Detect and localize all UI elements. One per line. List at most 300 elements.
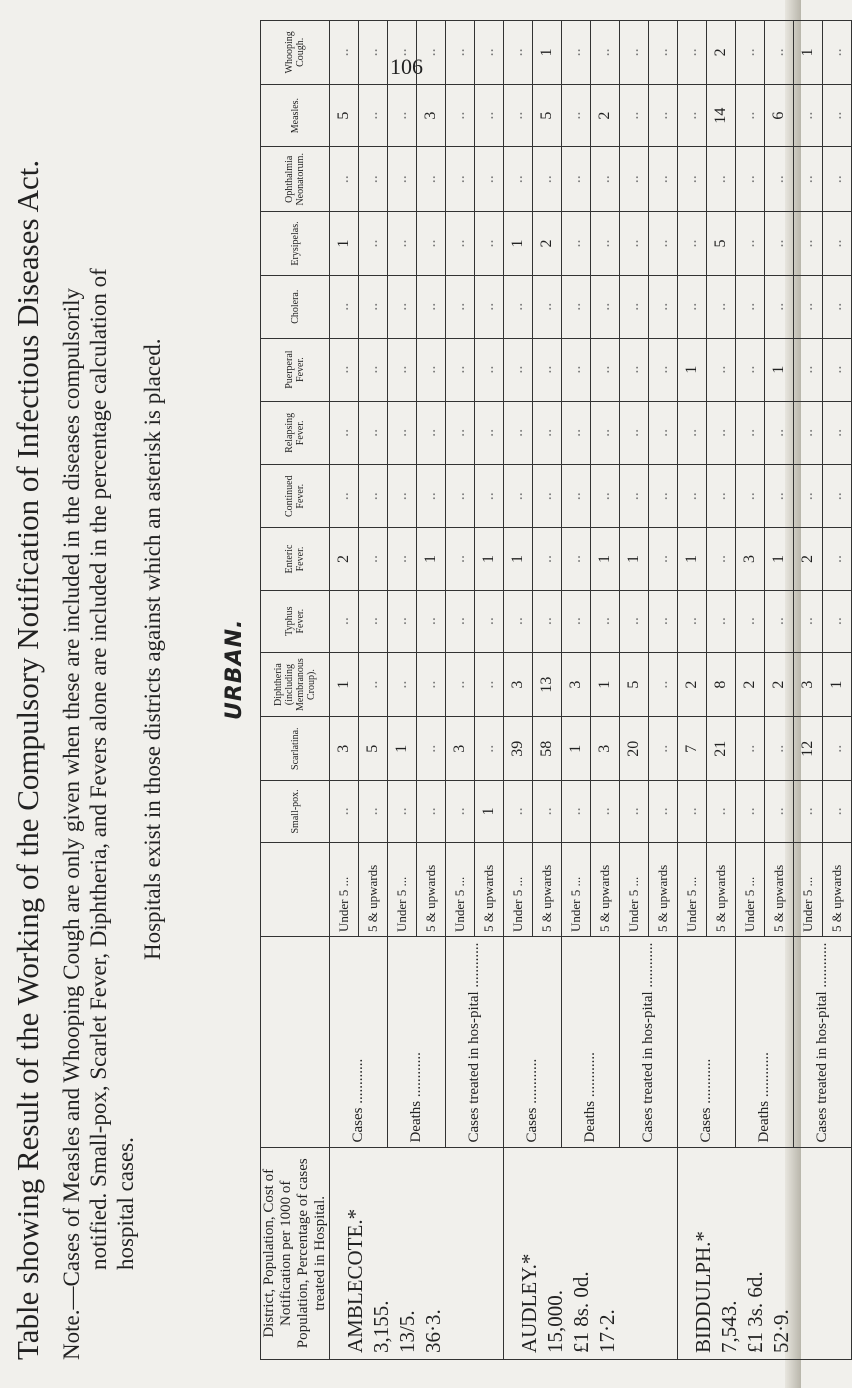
district-population: 15,000.	[543, 1290, 567, 1353]
header-district: District, Population, Cost of Notification per 1000 of Population, Percentage of cases treated in Hospital.	[261, 1147, 330, 1359]
value-cell: ..	[649, 147, 678, 212]
value-cell: ..	[562, 401, 591, 464]
value-cell: ..	[823, 590, 852, 652]
value-cell: 8	[707, 652, 736, 717]
value-cell: ..	[504, 147, 533, 212]
value-cell: ..	[765, 780, 794, 842]
value-cell: 3	[794, 652, 823, 717]
value-cell: ..	[736, 464, 765, 527]
note-line-4: Hospitals exist in those districts against which an asterisk is placed.	[140, 338, 165, 960]
value-cell: 2	[707, 21, 736, 85]
value-cell: ..	[765, 717, 794, 781]
value-cell: ..	[533, 147, 562, 212]
value-cell: ..	[562, 147, 591, 212]
value-cell: ..	[823, 212, 852, 276]
value-cell: ..	[794, 275, 823, 338]
value-cell: ..	[330, 338, 359, 401]
value-cell: ..	[475, 717, 504, 781]
value-cell: 1	[504, 528, 533, 590]
value-cell: 3	[446, 717, 475, 781]
value-cell: ..	[417, 338, 446, 401]
value-cell: ..	[417, 147, 446, 212]
district-name: AUDLEY.*	[517, 1253, 541, 1353]
table-body	[330, 21, 852, 1360]
district-cell	[504, 1147, 678, 1359]
value-cell: ..	[359, 652, 388, 717]
value-cell: 2	[794, 528, 823, 590]
value-cell: ..	[533, 528, 562, 590]
value-cell: ..	[794, 147, 823, 212]
value-cell: ..	[504, 275, 533, 338]
value-cell: ..	[330, 780, 359, 842]
value-cell: 7	[678, 717, 707, 781]
value-cell: ..	[707, 147, 736, 212]
value-cell: ..	[736, 212, 765, 276]
age-band: 5 & upwards	[591, 842, 620, 936]
value-cell: ..	[359, 21, 388, 85]
value-cell: ..	[475, 84, 504, 147]
value-cell: ..	[649, 464, 678, 527]
value-cell: ..	[446, 147, 475, 212]
value-cell: 5	[707, 212, 736, 276]
header-disease: Whooping Cough.	[261, 21, 330, 85]
district-name: BIDDULPH.*	[691, 1231, 715, 1353]
page-number: 106	[390, 54, 423, 79]
value-cell: ..	[504, 464, 533, 527]
value-cell: ..	[562, 780, 591, 842]
value-cell: 1	[678, 528, 707, 590]
value-cell: ..	[562, 528, 591, 590]
value-cell: ..	[620, 21, 649, 85]
value-cell: ..	[562, 590, 591, 652]
value-cell: 1	[330, 652, 359, 717]
value-cell: ..	[649, 780, 678, 842]
value-cell: 1	[533, 21, 562, 85]
value-cell: ..	[388, 780, 417, 842]
row-label: Cases ............	[504, 937, 562, 1148]
table-row	[330, 21, 359, 1360]
age-band: Under 5 ...	[504, 842, 533, 936]
header-disease: Scarlatina.	[261, 717, 330, 781]
value-cell: 2	[330, 528, 359, 590]
value-cell: ..	[823, 338, 852, 401]
value-cell: ..	[446, 21, 475, 85]
value-cell: ..	[591, 590, 620, 652]
value-cell: ..	[678, 590, 707, 652]
value-cell: 5	[620, 652, 649, 717]
value-cell: ..	[591, 212, 620, 276]
value-cell: ..	[417, 275, 446, 338]
value-cell: 1	[678, 338, 707, 401]
value-cell: ..	[678, 275, 707, 338]
value-cell: ..	[591, 780, 620, 842]
value-cell: ..	[620, 401, 649, 464]
value-cell: ..	[794, 401, 823, 464]
value-cell: 5	[359, 717, 388, 781]
header-age-blank	[261, 842, 330, 936]
header-disease: Enteric Fever.	[261, 528, 330, 590]
value-cell: ..	[533, 275, 562, 338]
age-band: 5 & upwards	[359, 842, 388, 936]
value-cell: ..	[620, 780, 649, 842]
row-label: Cases ............	[330, 937, 388, 1148]
value-cell: ..	[504, 780, 533, 842]
value-cell: 2	[765, 652, 794, 717]
value-cell: 58	[533, 717, 562, 781]
value-cell: ..	[620, 464, 649, 527]
value-cell: ..	[736, 401, 765, 464]
row-label: Cases ............	[678, 937, 736, 1148]
district-population: 3,155.	[369, 1300, 393, 1353]
value-cell: 3	[736, 528, 765, 590]
value-cell: ..	[504, 84, 533, 147]
value-cell: 1	[823, 652, 852, 717]
header-disease: Measles.	[261, 84, 330, 147]
value-cell: ..	[446, 212, 475, 276]
value-cell: ..	[533, 464, 562, 527]
value-cell: 1	[765, 528, 794, 590]
value-cell: ..	[707, 590, 736, 652]
value-cell: ..	[475, 21, 504, 85]
header-disease: Cholera.	[261, 275, 330, 338]
value-cell: ..	[446, 275, 475, 338]
value-cell: ..	[475, 590, 504, 652]
value-cell: ..	[330, 275, 359, 338]
value-cell: ..	[823, 780, 852, 842]
district-percent: 52·9.	[769, 1309, 793, 1353]
value-cell: ..	[649, 590, 678, 652]
value-cell: ..	[562, 21, 591, 85]
value-cell: ..	[678, 401, 707, 464]
value-cell: 39	[504, 717, 533, 781]
value-cell: ..	[475, 401, 504, 464]
value-cell: ..	[736, 147, 765, 212]
value-cell: ..	[794, 84, 823, 147]
value-cell: ..	[359, 338, 388, 401]
value-cell: ..	[707, 338, 736, 401]
value-cell: 2	[533, 212, 562, 276]
row-label: Deaths ............	[562, 937, 620, 1148]
value-cell: ..	[620, 147, 649, 212]
value-cell: ..	[417, 464, 446, 527]
age-band: Under 5 ...	[330, 842, 359, 936]
value-cell: 5	[533, 84, 562, 147]
value-cell: 1	[330, 212, 359, 276]
value-cell: 1	[794, 21, 823, 85]
value-cell: ..	[475, 652, 504, 717]
value-cell: ..	[765, 275, 794, 338]
value-cell: ..	[649, 212, 678, 276]
value-cell: ..	[504, 21, 533, 85]
value-cell: ..	[649, 528, 678, 590]
value-cell: ..	[562, 338, 591, 401]
value-cell: ..	[736, 590, 765, 652]
value-cell: ..	[736, 84, 765, 147]
value-cell: ..	[359, 147, 388, 212]
value-cell: 3	[562, 652, 591, 717]
value-cell: ..	[533, 401, 562, 464]
value-cell: 2	[591, 84, 620, 147]
table-title: Table showing Result of the Working of the Compulsory Notification of Infectious Diseases Act.	[10, 159, 45, 1360]
value-cell: ..	[388, 147, 417, 212]
value-cell: 1	[562, 717, 591, 781]
value-cell: ..	[504, 401, 533, 464]
header-row	[261, 21, 330, 1360]
header-label-blank	[261, 937, 330, 1148]
value-cell: 3	[417, 84, 446, 147]
value-cell: ..	[591, 401, 620, 464]
value-cell: ..	[678, 147, 707, 212]
value-cell: 1	[620, 528, 649, 590]
value-cell: ..	[649, 84, 678, 147]
value-cell: 2	[678, 652, 707, 717]
value-cell: ..	[359, 780, 388, 842]
age-band: Under 5 ...	[620, 842, 649, 936]
age-band: Under 5 ...	[736, 842, 765, 936]
value-cell: 14	[707, 84, 736, 147]
value-cell: ..	[678, 84, 707, 147]
value-cell: ..	[330, 147, 359, 212]
age-band: Under 5 ...	[794, 842, 823, 936]
value-cell: ..	[620, 84, 649, 147]
header-disease: Continued Fever.	[261, 464, 330, 527]
header-disease: Small-pox.	[261, 780, 330, 842]
row-label: Cases treated in hos-pital ............	[794, 937, 852, 1148]
age-band: 5 & upwards	[475, 842, 504, 936]
age-band: 5 & upwards	[649, 842, 678, 936]
value-cell: ..	[388, 21, 417, 85]
header-disease: Relapsing Fever.	[261, 401, 330, 464]
value-cell: ..	[359, 401, 388, 464]
value-cell: 5	[330, 84, 359, 147]
value-cell: 3	[330, 717, 359, 781]
age-band: Under 5 ...	[446, 842, 475, 936]
value-cell: ..	[475, 464, 504, 527]
value-cell: ..	[475, 338, 504, 401]
value-cell: ..	[620, 275, 649, 338]
value-cell: ..	[388, 590, 417, 652]
value-cell: ..	[446, 590, 475, 652]
row-label: Deaths ............	[736, 937, 794, 1148]
value-cell: ..	[359, 84, 388, 147]
header-disease: Typhus Fever.	[261, 590, 330, 652]
value-cell: ..	[359, 212, 388, 276]
value-cell: 1	[475, 528, 504, 590]
value-cell: ..	[736, 21, 765, 85]
value-cell: ..	[504, 338, 533, 401]
district-name: AMBLECOTE.*	[343, 1208, 367, 1353]
value-cell: ..	[446, 528, 475, 590]
value-cell: ..	[765, 147, 794, 212]
value-cell: ..	[417, 212, 446, 276]
value-cell: ..	[707, 464, 736, 527]
value-cell: ..	[417, 21, 446, 85]
value-cell: ..	[388, 275, 417, 338]
age-band: Under 5 ...	[562, 842, 591, 936]
value-cell: ..	[620, 212, 649, 276]
value-cell: ..	[736, 717, 765, 781]
value-cell: 20	[620, 717, 649, 781]
value-cell: 6	[765, 84, 794, 147]
value-cell: ..	[562, 275, 591, 338]
value-cell: ..	[794, 590, 823, 652]
value-cell: ..	[446, 652, 475, 717]
value-cell: ..	[417, 780, 446, 842]
value-cell: ..	[794, 212, 823, 276]
section-heading: URBAN.	[222, 618, 247, 720]
value-cell: ..	[794, 338, 823, 401]
header-disease: Puerperal Fever.	[261, 338, 330, 401]
value-cell: ..	[736, 338, 765, 401]
district-cost: £1 3s. 6d.	[743, 1271, 767, 1353]
row-label: Deaths ............	[388, 937, 446, 1148]
value-cell: ..	[649, 717, 678, 781]
value-cell: ..	[359, 275, 388, 338]
value-cell: ..	[678, 212, 707, 276]
value-cell: ..	[620, 590, 649, 652]
value-cell: ..	[591, 21, 620, 85]
value-cell: ..	[765, 212, 794, 276]
header-disease: Ophthalmia Neonatorum.	[261, 147, 330, 212]
value-cell: ..	[504, 590, 533, 652]
value-cell: 1	[388, 717, 417, 781]
age-band: 5 & upwards	[417, 842, 446, 936]
value-cell: ..	[388, 338, 417, 401]
value-cell: ..	[591, 275, 620, 338]
value-cell: ..	[823, 147, 852, 212]
value-cell: ..	[591, 147, 620, 212]
value-cell: ..	[591, 338, 620, 401]
value-cell: ..	[562, 212, 591, 276]
value-cell: ..	[765, 21, 794, 85]
note-line-3: hospital cases.	[113, 1137, 138, 1270]
value-cell: ..	[417, 590, 446, 652]
value-cell: 1	[765, 338, 794, 401]
value-cell: 1	[591, 652, 620, 717]
value-cell: ..	[388, 464, 417, 527]
value-cell: ..	[707, 275, 736, 338]
value-cell: ..	[417, 652, 446, 717]
district-population: 7,543.	[717, 1300, 741, 1353]
value-cell: ..	[330, 590, 359, 652]
value-cell: ..	[330, 464, 359, 527]
table-note	[58, 20, 166, 1360]
value-cell: ..	[475, 275, 504, 338]
value-cell: ..	[823, 528, 852, 590]
notification-table	[260, 20, 852, 1360]
value-cell: 1	[591, 528, 620, 590]
value-cell: 3	[504, 652, 533, 717]
value-cell: ..	[649, 401, 678, 464]
value-cell: ..	[823, 401, 852, 464]
age-band: Under 5 ...	[388, 842, 417, 936]
table-row	[678, 21, 707, 1360]
value-cell: ..	[533, 338, 562, 401]
value-cell: ..	[417, 717, 446, 781]
value-cell: ..	[446, 401, 475, 464]
value-cell: ..	[359, 464, 388, 527]
value-cell: ..	[794, 780, 823, 842]
value-cell: 3	[591, 717, 620, 781]
value-cell: ..	[475, 212, 504, 276]
value-cell: ..	[446, 780, 475, 842]
value-cell: ..	[388, 401, 417, 464]
value-cell: ..	[823, 717, 852, 781]
value-cell: ..	[330, 401, 359, 464]
value-cell: ..	[765, 464, 794, 527]
value-cell: ..	[533, 590, 562, 652]
note-line-2: notified. Small-pox, Scarlet Fever, Diphtheria, and Fevers alone are included in the percentage calculation of	[86, 268, 111, 1270]
district-cell	[678, 1147, 852, 1359]
value-cell: ..	[707, 401, 736, 464]
note-line-1: Note.—Cases of Measles and Whooping Cough are only given when these are included in the diseases compulsorily	[59, 287, 84, 1360]
value-cell: ..	[678, 21, 707, 85]
value-cell: ..	[475, 147, 504, 212]
value-cell: ..	[446, 84, 475, 147]
value-cell: ..	[707, 780, 736, 842]
value-cell: ..	[649, 275, 678, 338]
age-band: 5 & upwards	[707, 842, 736, 936]
value-cell: ..	[649, 338, 678, 401]
value-cell: 2	[736, 652, 765, 717]
header-disease: Diphtheria (including Membranous Croup).	[261, 652, 330, 717]
row-label: Cases treated in hos-pital ............	[446, 937, 504, 1148]
age-band: 5 & upwards	[533, 842, 562, 936]
value-cell: ..	[330, 21, 359, 85]
district-cost: £1 8s. 0d.	[569, 1271, 593, 1353]
rotated-table-page	[10, 20, 845, 1360]
value-cell: ..	[562, 464, 591, 527]
value-cell: 1	[417, 528, 446, 590]
value-cell: ..	[388, 84, 417, 147]
value-cell: ..	[678, 464, 707, 527]
row-label: Cases treated in hos-pital ............	[620, 937, 678, 1148]
value-cell: ..	[707, 528, 736, 590]
value-cell: 1	[475, 780, 504, 842]
value-cell: ..	[446, 464, 475, 527]
value-cell: ..	[649, 652, 678, 717]
district-cell	[330, 1147, 504, 1359]
value-cell: 12	[794, 717, 823, 781]
value-cell: ..	[678, 780, 707, 842]
age-band: 5 & upwards	[765, 842, 794, 936]
value-cell: ..	[823, 21, 852, 85]
value-cell: ..	[765, 401, 794, 464]
value-cell: 1	[504, 212, 533, 276]
table-row	[504, 21, 533, 1360]
header-disease: Erysipelas.	[261, 212, 330, 276]
age-band: Under 5 ...	[678, 842, 707, 936]
value-cell: ..	[765, 590, 794, 652]
value-cell: ..	[649, 21, 678, 85]
value-cell: ..	[794, 464, 823, 527]
value-cell: ..	[823, 464, 852, 527]
district-cost: 13/5.	[395, 1310, 419, 1353]
value-cell: ..	[736, 780, 765, 842]
value-cell: ..	[388, 652, 417, 717]
value-cell: ..	[359, 590, 388, 652]
value-cell: ..	[446, 338, 475, 401]
value-cell: ..	[388, 212, 417, 276]
age-band: 5 & upwards	[823, 842, 852, 936]
value-cell: ..	[620, 338, 649, 401]
value-cell: ..	[736, 275, 765, 338]
value-cell: ..	[591, 464, 620, 527]
value-cell: ..	[823, 84, 852, 147]
value-cell: ..	[359, 528, 388, 590]
district-percent: 36·3.	[421, 1309, 445, 1353]
value-cell: ..	[562, 84, 591, 147]
